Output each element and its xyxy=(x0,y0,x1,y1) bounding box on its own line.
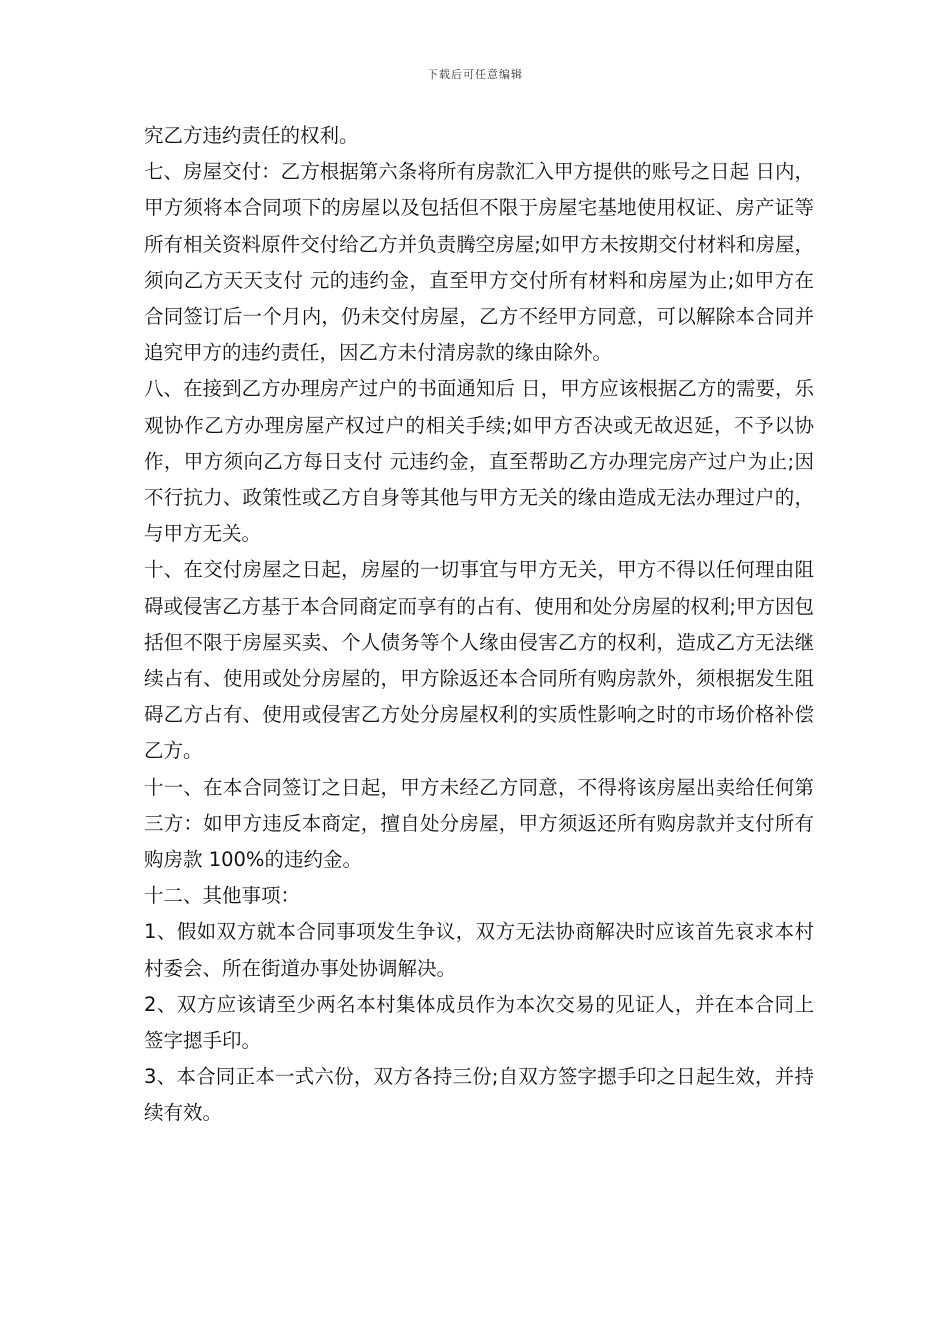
paragraph-item-2: 2、双方应该请至少两名本村集体成员作为本次交易的见证人，并在本合同上签字摁手印。 xyxy=(144,992,814,1053)
paragraph-item-1: 1、假如双方就本合同事项发生争议，双方无法协商解决时应该首先哀求本村村委会、所在街道办事处协调解决。 xyxy=(144,920,814,980)
paragraph-clause-8: 八、在接到乙方办理房产过户的书面通知后 日，甲方应该根据乙方的需要，乐观协作乙方办理房屋产权过户的相关手续;如甲方否决或无故迟延，不予以协作，甲方须向乙方每日支付 元违约金，直至帮助乙方办理完房产过户为止;因不行抗力、政策性或乙方自身等其他与甲方无关的缘由造成无法办理过户的，与甲方无关。 xyxy=(144,377,814,546)
paragraph-clause-12-heading: 十二、其他事项： xyxy=(144,884,301,908)
page-header: 下载后可任意编辑 xyxy=(427,68,523,81)
paragraph-clause-10: 十、在交付房屋之日起，房屋的一切事宜与甲方无关，甲方不得以任何理由阻碍或侵害乙方基于本合同商定而享有的占有、使用和处分房屋的权利;甲方因包括但不限于房屋买卖、个人债务等个人缘由侵害乙方的权利，造成乙方无法继续占有、使用或处分房屋的，甲方除返还本合同所有购房款外，须根据发生阻碍乙方占有、使用或侵害乙方处分房屋权利的实质性影响之时的市场价格补偿乙方。 xyxy=(144,558,814,763)
paragraph-clause-11: 十一、在本合同签订之日起，甲方未经乙方同意，不得将该房屋出卖给任何第三方：如甲方违反本商定，擅自处分房屋，甲方须返还所有购房款并支付所有购房款 100%的违约金。 xyxy=(144,775,814,872)
paragraph-continuation: 究乙方违约责任的权利。 xyxy=(144,124,359,147)
paragraph-clause-7: 七、房屋交付：乙方根据第六条将所有房款汇入甲方提供的账号之日起 日内，甲方须将本合同项下的房屋以及包括但不限于房屋宅基地使用权证、房产证等所有相关资料原件交付给乙方并负责腾空房屋;如甲方未按期交付材料和房屋，须向乙方天天支付 元的违约金，直至甲方交付所有材料和房屋为止;如甲方在合同签订后一个月内，仍未交付房屋，乙方不经甲方同意，可以解除本合同并追究甲方的违约责任，因乙方未付清房款的缘由除外。 xyxy=(144,160,814,365)
paragraph-item-3: 3、本合同正本一式六份，双方各持三份;自双方签字摁手印之日起生效，并持续有效。 xyxy=(144,1065,814,1125)
document-body xyxy=(144,118,814,1132)
